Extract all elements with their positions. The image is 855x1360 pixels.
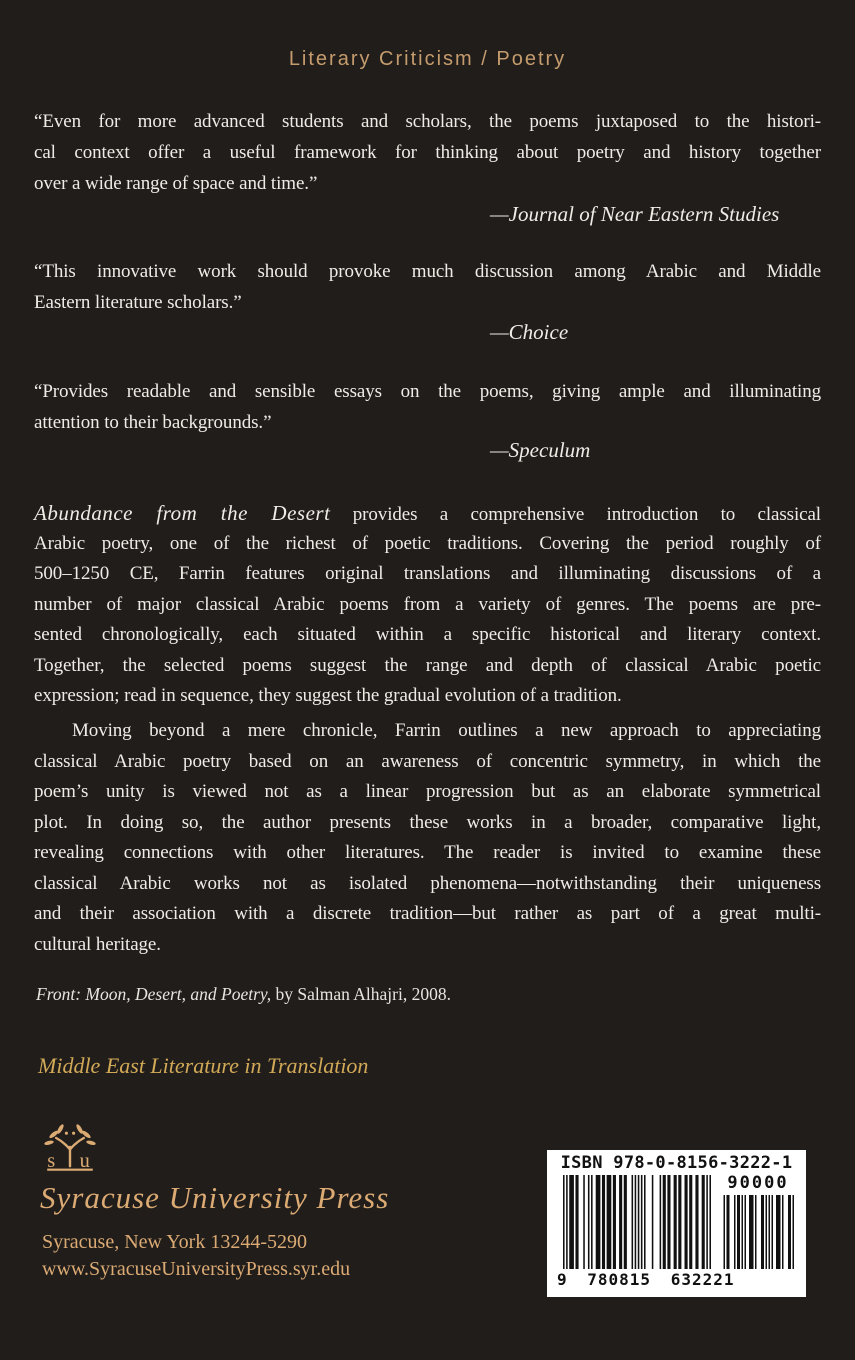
publisher-address: Syracuse, New York 13244-5290 <box>42 1231 307 1253</box>
text-line: expression; read in sequence, they suggest the gradual evolution of a tradition. <box>34 685 622 706</box>
text-line: classical Arabic poetry based on an awareness of concentric symmetry, in which the <box>34 750 821 772</box>
text-line: Together, the selected poems suggest the range and depth of classical Arabic poetic <box>34 654 821 676</box>
logo-letter-s: s <box>47 1149 56 1172</box>
text-line <box>34 498 821 529</box>
series-title: Middle East Literature in Translation <box>38 1053 369 1078</box>
review-quote-2 <box>34 256 821 318</box>
text-line: Arabic poetry, one of the richest of poetic traditions. Covering the period roughly of <box>34 532 821 554</box>
text-line: plot. In doing so, the author presents these works in a broader, comparative light, <box>34 811 821 833</box>
text-line: over a wide range of space and time.” <box>34 173 318 194</box>
price-add-on-code: 90000 <box>727 1173 789 1193</box>
publisher-name: Syracuse University Press <box>40 1180 390 1215</box>
text-line: “This innovative work should provoke much discussion among Arabic and Middle <box>34 261 821 282</box>
isbn-label: ISBN 978-0-8156-3222-1 <box>560 1153 793 1173</box>
review-attribution-1: —Journal of Near Eastern Studies <box>490 202 780 226</box>
text-line: Eastern literature scholars.” <box>34 292 242 313</box>
text-line: Moving beyond a mere chronicle, Farrin outlines a new approach to appreciating <box>72 720 821 741</box>
text-line: classical Arabic works not as isolated phenomena—notwithstanding their uniqueness <box>34 872 821 894</box>
credit-italic-part: Front: Moon, Desert, and Poetry, <box>36 984 272 1004</box>
isbn-barcode <box>547 1150 806 1297</box>
text-line: poem’s unity is viewed not as a linear progression but as an elaborate symmetrical <box>34 781 821 802</box>
review-quote-1 <box>34 106 821 199</box>
review-attribution-2: —Choice <box>490 320 569 344</box>
text-line-rest: provides a comprehensive introduction to classical <box>330 504 821 525</box>
logo-letter-u: u <box>79 1149 90 1172</box>
text-line: 500–1250 CE, Farrin features original translations and illuminating discussions of a <box>34 563 821 584</box>
ean5-addon-bars <box>722 1195 794 1269</box>
syracuse-university-press-logo-icon <box>40 1116 100 1183</box>
description-paragraph-1 <box>34 498 821 712</box>
description-paragraph-2 <box>34 716 821 960</box>
review-quote-3 <box>34 376 821 438</box>
text-line: revealing connections with other literatures. The reader is invited to examine these <box>34 842 821 863</box>
credit-regular-part: by Salman Alhajri, 2008. <box>271 984 451 1004</box>
ean13-barcode-bars <box>563 1175 711 1269</box>
text-line: “Provides readable and sensible essays on the poems, giving ample and illuminating <box>34 381 821 402</box>
category-label: Literary Criticism / Poetry <box>288 48 567 70</box>
text-line: “Even for more advanced students and scholars, the poems juxtaposed to the histori- <box>34 111 821 132</box>
barcode-digits: 9 780815 632221 <box>557 1270 735 1289</box>
text-line: number of major classical Arabic poems from a variety of genres. The poems are pre- <box>34 593 821 615</box>
text-line: cal context offer a useful framework for thinking about poetry and history together <box>34 142 821 163</box>
text-line: attention to their backgrounds.” <box>34 412 272 433</box>
cover-art-credit <box>36 984 451 1005</box>
publisher-website: www.SyracuseUniversityPress.syr.edu <box>42 1258 351 1280</box>
text-line: sented chronologically, each situated within a specific historical and literary context. <box>34 624 821 645</box>
text-line: and their association with a discrete tradition—but rather as part of a great multi- <box>34 903 821 924</box>
text-line: cultural heritage. <box>34 933 161 955</box>
review-attribution-3: —Speculum <box>490 438 591 462</box>
book-title-phrase: Abundance from the Desert <box>34 501 331 525</box>
